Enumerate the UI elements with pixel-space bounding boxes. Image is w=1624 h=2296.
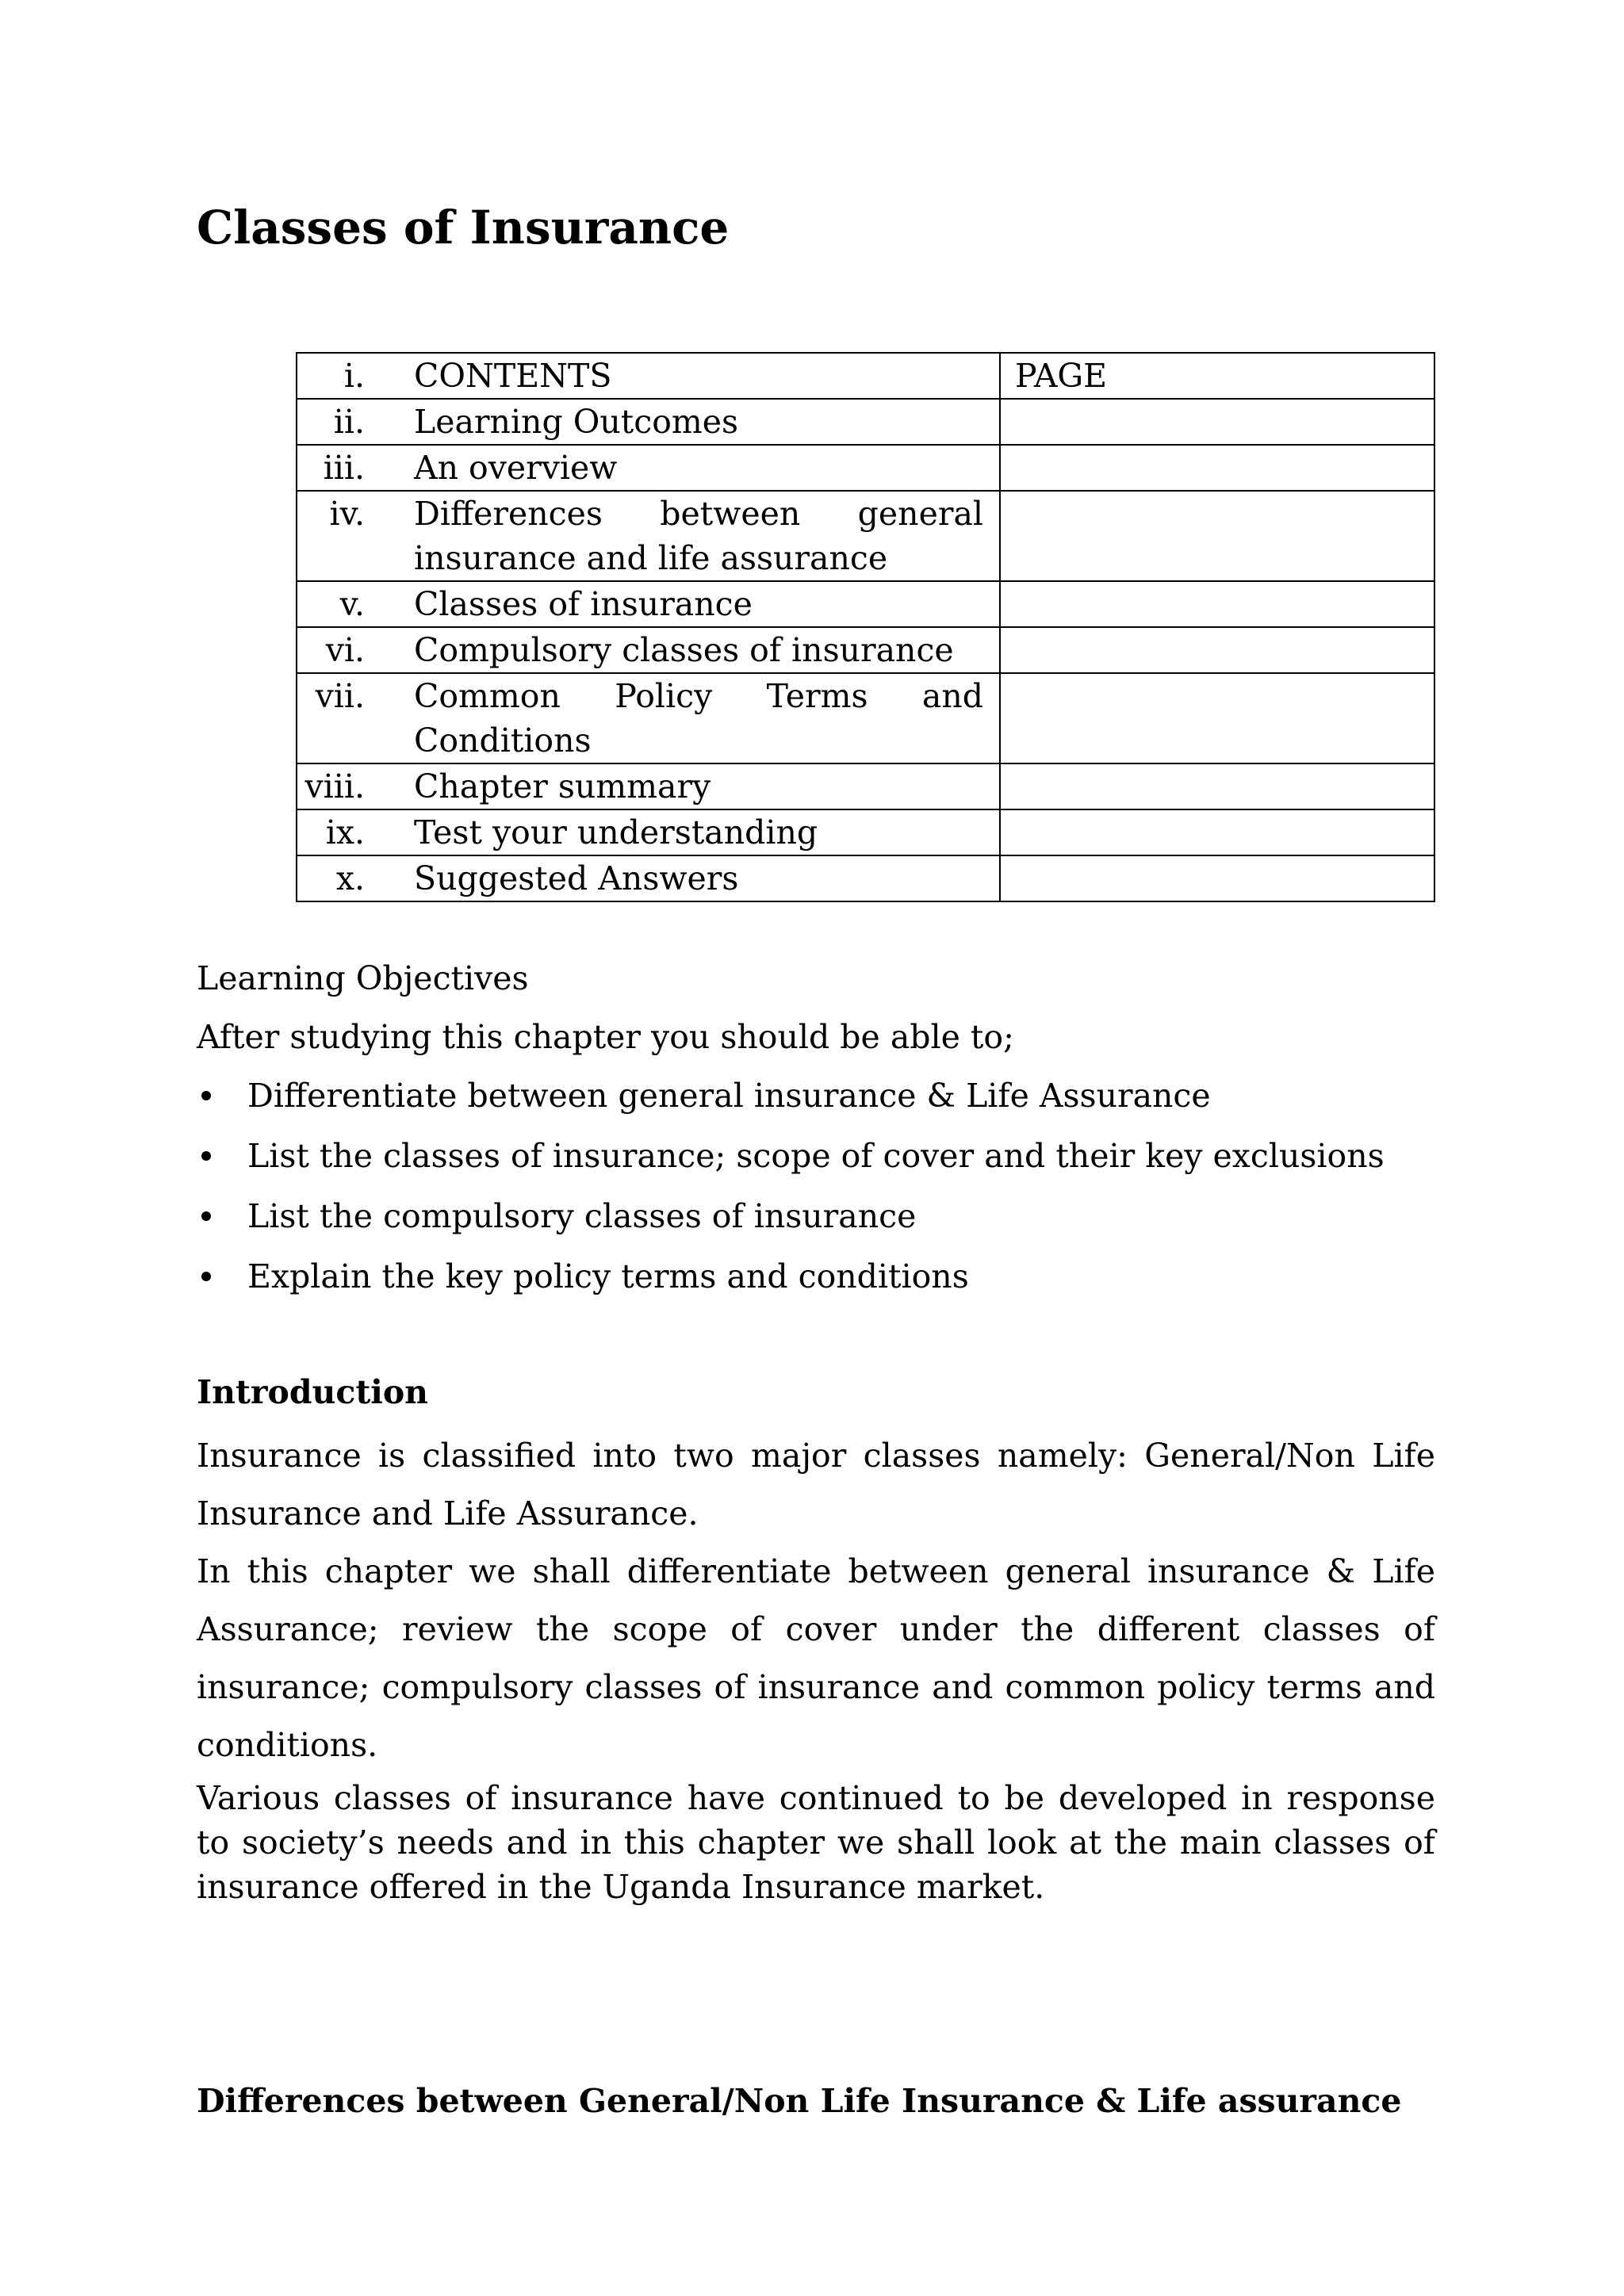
row-number: viii. xyxy=(297,763,365,809)
learning-objectives-heading: Learning Objectives xyxy=(197,959,529,997)
bullet-icon xyxy=(201,1151,211,1161)
header-number-cell: i. xyxy=(297,353,365,399)
table-row xyxy=(297,581,1434,627)
row-page xyxy=(1000,763,1434,809)
bullet-icon xyxy=(201,1091,211,1100)
table-row xyxy=(297,399,1434,445)
row-page xyxy=(1000,627,1434,673)
list-item xyxy=(197,1194,1385,1238)
learning-objectives-intro: After studying this chapter you should be able to; xyxy=(197,1018,1014,1056)
list-item xyxy=(197,1073,1385,1118)
row-number: ix. xyxy=(297,809,365,855)
row-page xyxy=(1000,399,1434,445)
row-page xyxy=(1000,581,1434,627)
list-item xyxy=(197,1254,1385,1299)
row-number: iv. xyxy=(297,491,365,581)
table-row xyxy=(297,445,1434,491)
table-row xyxy=(297,627,1434,673)
introduction-paragraph: Various classes of insurance have continued to be developed in response to society’s needs and in this chapter we shall look at the main classes of insurance offered in the Uganda Insurance market. xyxy=(197,1779,1435,1906)
learning-objectives-list xyxy=(197,1073,1385,1314)
table-row xyxy=(297,673,1434,763)
row-title: Suggested Answers xyxy=(365,855,1000,901)
list-item-text: List the compulsory classes of insurance xyxy=(247,1197,917,1235)
row-title: Differences between general insurance and life assurance xyxy=(365,491,1000,581)
list-item-text: Differentiate between general insurance & Life Assurance xyxy=(247,1077,1211,1115)
row-title: Learning Outcomes xyxy=(365,399,1000,445)
differences-section-heading: Differences between General/Non Life Insurance & Life assurance xyxy=(197,2082,1402,2120)
row-title: Test your understanding xyxy=(365,809,1000,855)
list-item-text: List the classes of insurance; scope of cover and their key exclusions xyxy=(247,1137,1385,1175)
row-number: v. xyxy=(297,581,365,627)
introduction-paragraph: Insurance is classified into two major classes namely: General/Non Life Insurance and Life Assurance. xyxy=(197,1437,1435,1533)
row-title: An overview xyxy=(365,445,1000,491)
row-page xyxy=(1000,855,1434,901)
row-number: x. xyxy=(297,855,365,901)
row-page xyxy=(1000,491,1434,581)
bullet-icon xyxy=(201,1272,211,1281)
row-title: Chapter summary xyxy=(365,763,1000,809)
row-number: vi. xyxy=(297,627,365,673)
contents-table xyxy=(296,352,1435,902)
list-item xyxy=(197,1134,1385,1178)
row-page xyxy=(1000,673,1434,763)
table-row xyxy=(297,855,1434,901)
table-header-row xyxy=(297,353,1434,399)
row-page xyxy=(1000,445,1434,491)
row-title: Compulsory classes of insurance xyxy=(365,627,1000,673)
row-number: vii. xyxy=(297,673,365,763)
row-page xyxy=(1000,809,1434,855)
table-row xyxy=(297,809,1434,855)
row-number: ii. xyxy=(297,399,365,445)
row-title: Common Policy Terms and Conditions xyxy=(365,673,1000,763)
table-row xyxy=(297,491,1434,581)
page-title: Classes of Insurance xyxy=(197,201,730,254)
introduction-paragraph: In this chapter we shall differentiate between general insurance & Life Assurance; review the scope of cover under the different classes of insurance; compulsory classes of insurance and common policy terms and conditions. xyxy=(197,1552,1435,1764)
row-number: iii. xyxy=(297,445,365,491)
bullet-icon xyxy=(201,1211,211,1221)
header-contents-cell: CONTENTS xyxy=(365,353,1000,399)
row-title: Classes of insurance xyxy=(365,581,1000,627)
introduction-heading: Introduction xyxy=(197,1373,428,1411)
header-page-cell: PAGE xyxy=(1000,353,1434,399)
list-item-text: Explain the key policy terms and conditions xyxy=(247,1257,969,1295)
table-row xyxy=(297,763,1434,809)
